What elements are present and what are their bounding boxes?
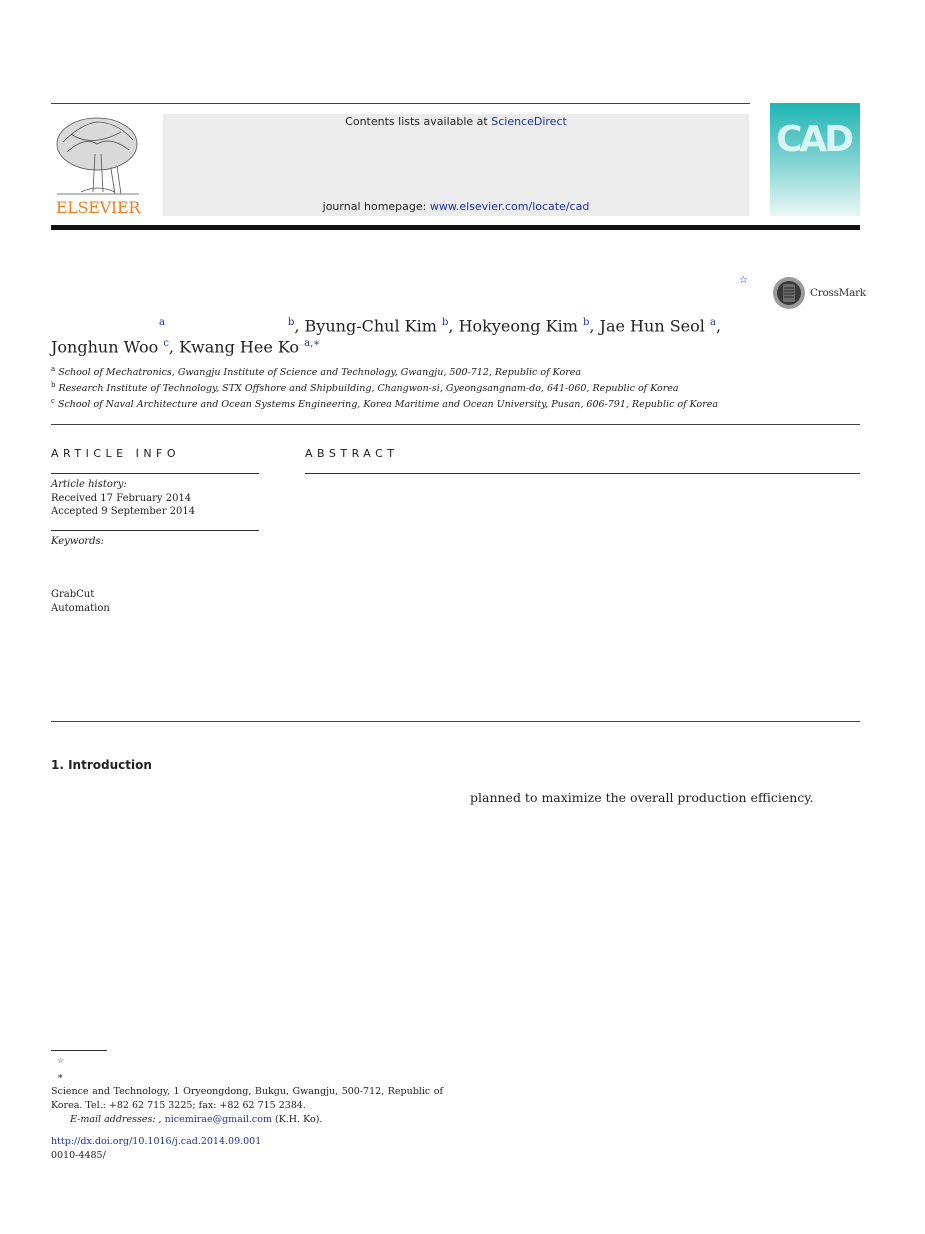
contents-prefix: Contents lists available at <box>345 115 492 128</box>
affil-ref-b-2[interactable]: b <box>442 317 449 328</box>
email-separator: , <box>155 1114 165 1125</box>
journal-homepage-line <box>163 200 749 213</box>
affiliation-b <box>51 381 679 394</box>
homepage-link[interactable]: www.elsevier.com/locate/cad <box>429 200 590 213</box>
journal-cover[interactable] <box>770 103 860 216</box>
crossmark-label: CrossMark <box>810 287 866 299</box>
keyword-item: GrabCut <box>51 589 95 600</box>
email-link[interactable]: nicemirae@gmail.com <box>164 1114 272 1125</box>
elsevier-wordmark: ELSEVIER <box>55 198 141 217</box>
history-label: Article history: <box>51 479 127 490</box>
header-top-rule <box>51 103 750 104</box>
accepted-date: Accepted 9 September 2014 <box>51 506 196 517</box>
right-column-text: planned to maximize the overall production efficiency. <box>470 790 814 805</box>
sciencedirect-link[interactable]: ScienceDirect <box>491 115 567 128</box>
author-byung-chul-kim: , Byung-Chul Kim <box>294 316 437 336</box>
author-jae-hun-seol: , Jae Hun Seol <box>589 316 705 336</box>
footnote-star-icon: ☆ <box>57 1056 65 1065</box>
author-line-2 <box>51 334 751 357</box>
affil-ref-a[interactable]: a <box>159 317 165 328</box>
footnote-corresponding-address: Science and Technology, 1 Oryeongdong, Bukgu, Gwangju, 500-712, Republic of Korea. Tel.: +82 62 715 3225; fax: +82 62 715 2384. <box>51 1086 443 1111</box>
keyword-item: Automation <box>51 602 110 614</box>
email-owner: (K.H. Ko). <box>271 1114 323 1125</box>
affiliation-a-text: School of Mechatronics, Gwangju Institute of Science and Technology, Gwangju, 500-712, Republic of Korea <box>58 367 582 379</box>
article-history <box>51 478 195 519</box>
doi-link[interactable]: http://dx.doi.org/10.1016/j.cad.2014.09.001 <box>51 1136 262 1147</box>
author-jonghun-woo: Jonghun Woo <box>51 337 159 357</box>
article-info-rule <box>51 473 259 474</box>
issn-line: 0010-4485/ <box>51 1150 106 1161</box>
affiliation-c-mark: c <box>51 397 55 405</box>
abstract-heading: ABSTRACT <box>305 447 399 460</box>
affil-ref-a-corresponding[interactable]: a,∗ <box>304 338 321 349</box>
crossmark-icon <box>772 276 808 312</box>
section-title-introduction: 1. Introduction <box>51 758 152 772</box>
crossmark-badge[interactable] <box>772 276 866 312</box>
contents-available-line <box>163 115 749 128</box>
affiliation-c <box>51 397 718 410</box>
affiliation-c-text: School of Naval Architecture and Ocean Systems Engineering, Korea Maritime and Ocean University, Pusan, 606-791, Republic of Korea <box>57 399 719 411</box>
affil-ref-a-2[interactable]: a <box>709 317 716 328</box>
affiliation-b-mark: b <box>51 381 56 389</box>
keywords-list <box>51 588 110 615</box>
affiliation-a <box>51 365 581 378</box>
title-note-star-icon[interactable]: ☆ <box>739 275 748 286</box>
cover-title: CAD <box>776 119 852 160</box>
keywords-rule <box>51 530 259 531</box>
footnote-corresponding-mark: ∗ <box>57 1071 64 1082</box>
author-line-1 <box>51 313 751 336</box>
author-kwang-hee-ko: , Kwang Hee Ko <box>168 337 300 357</box>
affiliation-a-mark: a <box>51 365 56 373</box>
abstract-end-rule <box>51 721 860 722</box>
elsevier-logo[interactable] <box>51 114 145 216</box>
homepage-prefix: journal homepage: <box>322 200 430 213</box>
keywords-label: Keywords: <box>51 536 105 547</box>
affiliation-b-text: Research Institute of Technology, STX Offshore and Shipbuilding, Changwon-si, Gyeongsangnam-do, 641-060, Republic of Korea <box>58 383 679 395</box>
received-date: Received 17 February 2014 <box>51 492 192 504</box>
footnote-rule <box>51 1050 107 1051</box>
article-info-heading: ARTICLE INFO <box>51 447 181 460</box>
author-line-1-trail: , <box>715 316 722 336</box>
author-hokyeong-kim: , Hokyeong Kim <box>448 316 578 336</box>
affil-ref-b[interactable]: b <box>287 317 295 328</box>
header-thick-rule <box>51 225 860 230</box>
affil-ref-c[interactable]: c <box>163 338 169 349</box>
affil-ref-b-3[interactable]: b <box>582 317 590 328</box>
footnote-email-line <box>70 1113 322 1127</box>
abstract-rule <box>305 473 860 474</box>
affiliation-rule <box>51 424 860 425</box>
email-label: E-mail addresses: <box>70 1114 156 1125</box>
